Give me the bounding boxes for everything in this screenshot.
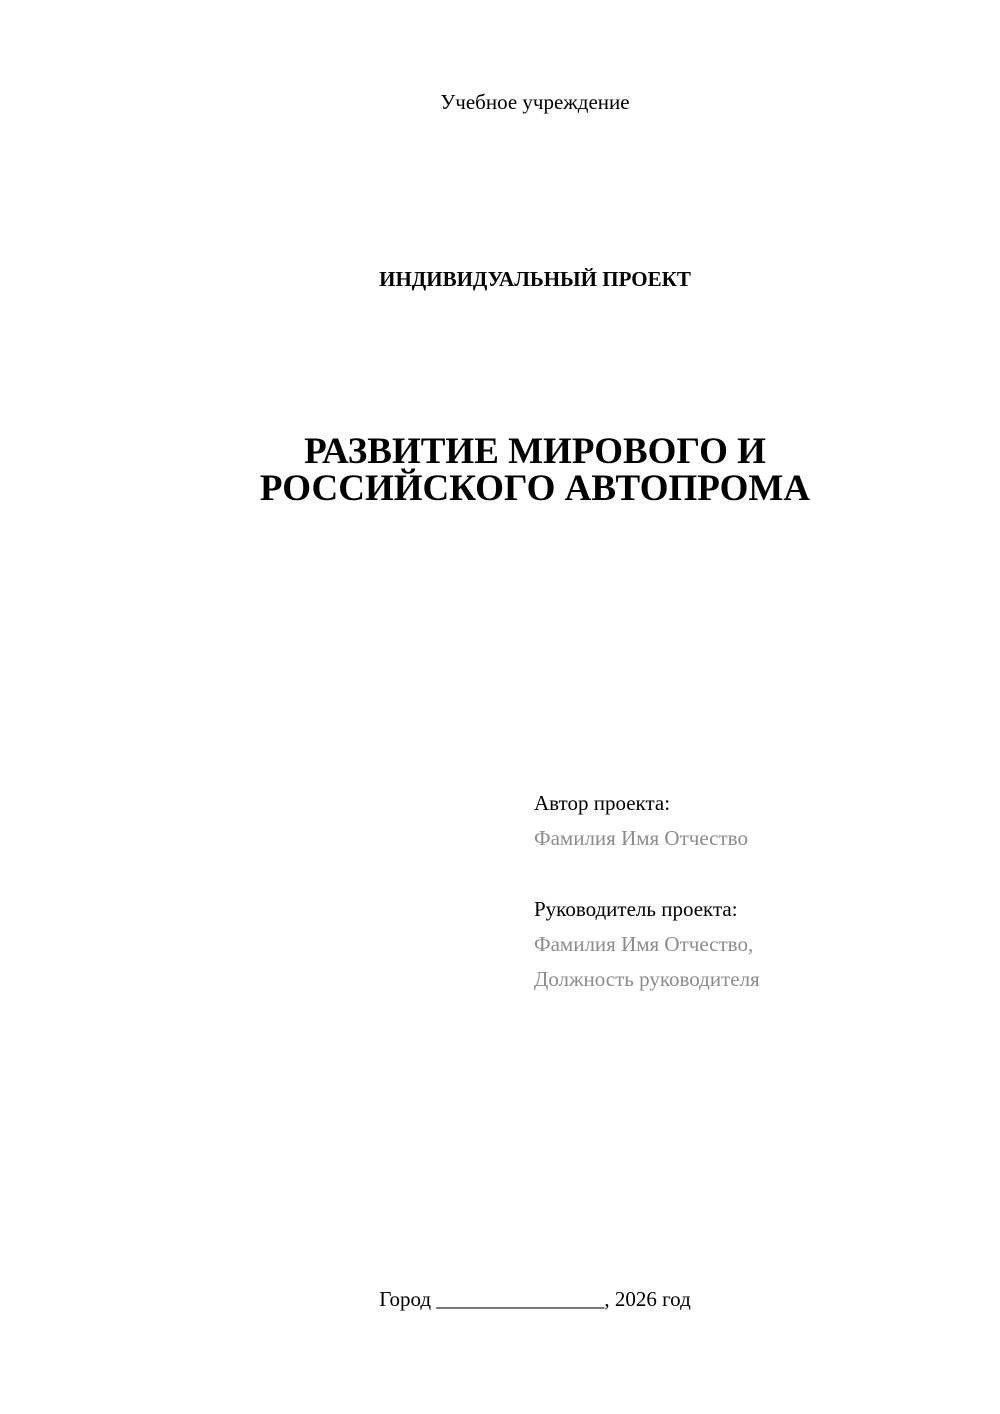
supervisor-position: Должность руководителя	[534, 967, 760, 991]
project-title	[0, 433, 1000, 507]
supervisor-name: Фамилия Имя Отчество,	[534, 932, 754, 956]
supervisor-block	[534, 892, 760, 997]
institution-name: Учебное учреждение	[440, 90, 630, 114]
supervisor-label: Руководитель проекта:	[534, 897, 738, 921]
project-type-heading: ИНДИВИДУАЛЬНЫЙ ПРОЕКТ	[379, 267, 691, 291]
city-year-line: Город ________________, 2026 год	[379, 1287, 691, 1311]
author-label: Автор проекта:	[534, 791, 671, 815]
author-block	[534, 786, 748, 856]
project-title-line-1: РАЗВИТИЕ МИРОВОГО И	[304, 431, 766, 472]
project-title-line-2: РОССИЙСКОГО АВТОПРОМА	[259, 468, 811, 509]
author-name: Фамилия Имя Отчество	[534, 826, 748, 850]
